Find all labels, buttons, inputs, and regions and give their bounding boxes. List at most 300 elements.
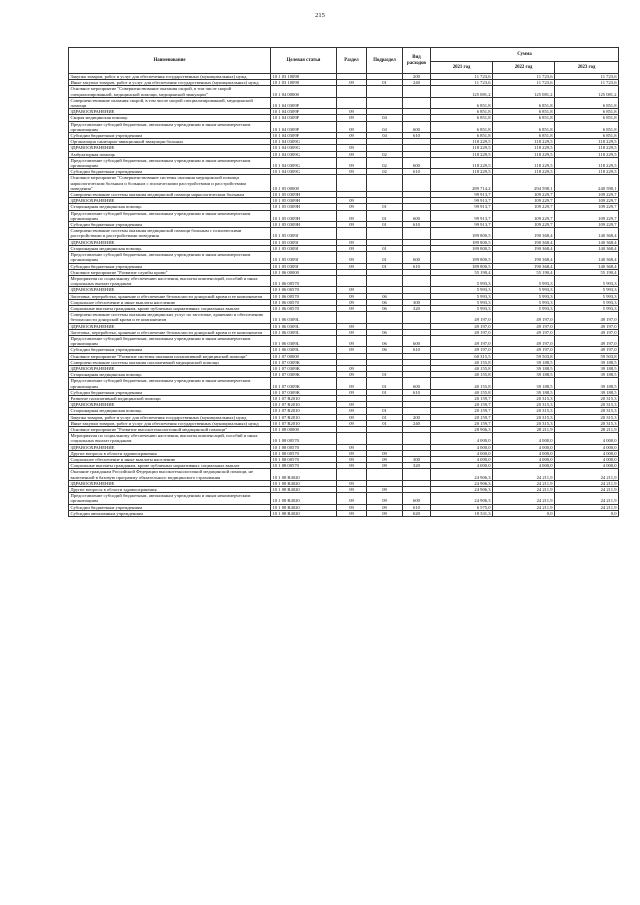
cell-2021: 20 159,7 (431, 414, 493, 420)
cell-2021: 289 714,2 (431, 175, 493, 192)
cell-name: Социальное обеспечение и иные выплаты населению (69, 457, 271, 463)
cell-name: Предоставление субсидий бюджетным, автономным учреждениям и иным некоммерческим организациям (69, 121, 271, 132)
cell-2021: 6 851,8 (431, 109, 493, 115)
cell-section: 09 (337, 420, 367, 426)
cell-type: 300 (403, 457, 431, 463)
cell-2021: 99 913,7 (431, 192, 493, 198)
cell-2023: 39 188,5 (555, 359, 619, 365)
cell-2022: 28 211,9 (493, 426, 555, 432)
cell-target: 10 1 07 R2010 (271, 414, 337, 420)
cell-2022: 49 197,0 (493, 323, 555, 329)
cell-name: Стационарная медицинская помощь (69, 372, 271, 378)
cell-name: Заготовка, переработка, хранение и обеспечение безопасности донорской крови и ее компонентов (69, 293, 271, 299)
cell-target: 10 1 08 R4020 (271, 504, 337, 510)
cell-target: 10 1 05 0309H (271, 198, 337, 204)
cell-2022: 118 229,5 (493, 169, 555, 175)
cell-target: 10 1 05 00000 (271, 175, 337, 192)
cell-2022: 20 315,3 (493, 402, 555, 408)
cell-target: 10 1 04 0309F (271, 97, 337, 108)
cell-type: 600 (403, 335, 431, 346)
cell-subsection (367, 86, 403, 97)
cell-2023: 11 723,6 (555, 80, 619, 86)
cell-2021: 40 155,8 (431, 365, 493, 371)
cell-2022: 59 503,8 (493, 353, 555, 359)
cell-subsection: 01 (367, 372, 403, 378)
cell-section: 09 (337, 347, 367, 353)
cell-2021: 125 081,2 (431, 86, 493, 97)
cell-type: 320 (403, 305, 431, 311)
cell-2023: 140 368,4 (555, 252, 619, 263)
cell-target: 10 1 07 0309K (271, 389, 337, 395)
cell-target: 10 1 06 00570 (271, 287, 337, 293)
cell-2023: 118 229,5 (555, 169, 619, 175)
cell-section (337, 469, 367, 480)
cell-section (337, 228, 367, 239)
cell-name: Предоставление субсидий бюджетным, автономным учреждениям и иным некоммерческим организациям (69, 157, 271, 168)
cell-2021: 40 155,8 (431, 372, 493, 378)
cell-type: 610 (403, 133, 431, 139)
cell-type: 600 (403, 157, 431, 168)
cell-target: 10 1 08 R4020 (271, 487, 337, 493)
header-year-2021: 2021 год (431, 62, 493, 74)
cell-2021: 18 331,3 (431, 510, 493, 516)
cell-2023: 0,0 (555, 510, 619, 516)
cell-2021: 6 575,0 (431, 504, 493, 510)
cell-2021: 118 229,5 (431, 145, 493, 151)
cell-2021: 40 155,8 (431, 378, 493, 389)
cell-type: 240 (403, 420, 431, 426)
cell-target: 10 1 05 0309J (271, 252, 337, 263)
cell-2022: 294 598,1 (493, 175, 555, 192)
cell-section: 09 (337, 151, 367, 157)
cell-2022: 6 851,8 (493, 121, 555, 132)
cell-2023: 39 188,5 (555, 372, 619, 378)
cell-name: Основное мероприятие "Совершенствование оказания скорой, в том числе скорой специализированной, медицинской помощи, медицинской эвакуации" (69, 86, 271, 97)
cell-2022: 109 229,7 (493, 198, 555, 204)
cell-section (337, 433, 367, 444)
cell-target: 10 1 07 R2010 (271, 395, 337, 401)
cell-name: Совершенствование системы оказания медицинской помощи наркологическим больным (69, 192, 271, 198)
table-row (69, 97, 619, 108)
cell-subsection: 01 (367, 210, 403, 221)
cell-type: 610 (403, 504, 431, 510)
cell-2023: 24 211,9 (555, 493, 619, 504)
cell-2022: 0,0 (493, 510, 555, 516)
cell-2022: 109 229,7 (493, 192, 555, 198)
cell-2021: 99 913,7 (431, 198, 493, 204)
cell-2021: 118 229,5 (431, 151, 493, 157)
cell-2022: 49 197,0 (493, 312, 555, 323)
cell-name: Предоставление субсидий бюджетным, автономным учреждениям и иным некоммерческим организациям (69, 335, 271, 346)
cell-2023: 4 000,0 (555, 457, 619, 463)
cell-name: Организация санитарно-авиационной эвакуации больных (69, 139, 271, 145)
cell-name: Другие вопросы в области здравоохранения (69, 487, 271, 493)
header-type: Вид расходов (403, 48, 431, 74)
cell-name: Субсидии автономным учреждениям (69, 510, 271, 516)
cell-2022: 39 188,5 (493, 389, 555, 395)
cell-section: 09 (337, 329, 367, 335)
cell-name: Амбулаторная помощь (69, 151, 271, 157)
table-row (69, 86, 619, 97)
cell-name: Закупка товаров, работ и услуг для обеспечения государственных (муниципальных) нужд (69, 74, 271, 80)
cell-2021: 24 906,3 (431, 487, 493, 493)
cell-section: 09 (337, 80, 367, 86)
cell-target: 10 1 06 00000 (271, 269, 337, 275)
cell-target: 10 1 08 00570 (271, 433, 337, 444)
cell-name: Скорая медицинская помощь (69, 115, 271, 121)
cell-name: Субсидии бюджетным учреждениям (69, 169, 271, 175)
cell-section: 09 (337, 402, 367, 408)
cell-2022: 20 315,3 (493, 395, 555, 401)
cell-2022: 6 851,8 (493, 133, 555, 139)
cell-2023: 118 229,5 (555, 151, 619, 157)
cell-name: Основное мероприятие "Развитие службы крови" (69, 269, 271, 275)
cell-subsection: 01 (367, 204, 403, 210)
cell-target: 10 1 07 R2010 (271, 408, 337, 414)
cell-subsection: 09 (367, 487, 403, 493)
cell-target: 10 1 05 0309J (271, 239, 337, 245)
cell-2022: 190 368,4 (493, 245, 555, 251)
cell-target: 10 1 08 00570 (271, 457, 337, 463)
cell-target: 10 1 06 0309L (271, 335, 337, 346)
cell-section: 09 (337, 414, 367, 420)
cell-2022: 4 000,0 (493, 463, 555, 469)
cell-2023: 5 993,3 (555, 287, 619, 293)
cell-subsection (367, 175, 403, 192)
cell-section: 09 (337, 487, 367, 493)
cell-2022: 20 315,3 (493, 414, 555, 420)
cell-name: Заготовка, переработка, хранение и обеспечение безопасности донорской крови и ее компонентов (69, 329, 271, 335)
cell-target: 10 1 04 0309G (271, 139, 337, 145)
cell-2022: 39 188,5 (493, 365, 555, 371)
cell-target: 10 1 03 10098 (271, 74, 337, 80)
cell-subsection: 02 (367, 151, 403, 157)
cell-2021: 4 000,0 (431, 463, 493, 469)
cell-subsection: 06 (367, 293, 403, 299)
cell-section: 09 (337, 204, 367, 210)
cell-subsection: 02 (367, 169, 403, 175)
cell-subsection: 06 (367, 335, 403, 346)
cell-section: 09 (337, 493, 367, 504)
cell-2021: 5 993,3 (431, 293, 493, 299)
cell-2023: 49 197,0 (555, 335, 619, 346)
cell-target: 10 1 05 0309H (271, 222, 337, 228)
cell-name: ЗДРАВООХРАНЕНИЕ (69, 365, 271, 371)
cell-target: 10 1 07 R2010 (271, 420, 337, 426)
cell-target: 10 1 06 0309L (271, 312, 337, 323)
cell-target: 10 1 04 00000 (271, 86, 337, 97)
cell-section: 09 (337, 239, 367, 245)
cell-2023: 6 851,8 (555, 109, 619, 115)
cell-type: 610 (403, 263, 431, 269)
cell-type: 240 (403, 80, 431, 86)
cell-2023: 55 190,4 (555, 269, 619, 275)
cell-name: Основное мероприятие "Совершенствование системы оказания медицинской помощи наркологическим больным и больным с психическими расстройствами и расстройствами поведения" (69, 175, 271, 192)
cell-name: Стационарная медицинская помощь (69, 245, 271, 251)
header-year-2023: 2023 год (555, 62, 619, 74)
cell-2023: 5 993,3 (555, 275, 619, 286)
cell-2022: 49 197,0 (493, 347, 555, 353)
cell-2022: 5 993,3 (493, 293, 555, 299)
cell-2021: 189 800,5 (431, 228, 493, 239)
cell-subsection: 01 (367, 263, 403, 269)
cell-section: 09 (337, 450, 367, 456)
cell-subsection: 01 (367, 222, 403, 228)
cell-2021: 49 197,0 (431, 335, 493, 346)
cell-target: 10 1 07 0309K (271, 365, 337, 371)
cell-2023: 20 315,3 (555, 420, 619, 426)
cell-2023: 6 851,8 (555, 97, 619, 108)
cell-name: Другие вопросы в области здравоохранения (69, 450, 271, 456)
cell-section: 09 (337, 109, 367, 115)
cell-2021: 20 159,7 (431, 420, 493, 426)
cell-section: 09 (337, 169, 367, 175)
cell-2022: 20 315,3 (493, 408, 555, 414)
cell-2022: 5 993,3 (493, 299, 555, 305)
cell-2021: 99 913,7 (431, 210, 493, 221)
cell-subsection: 09 (367, 504, 403, 510)
cell-2023: 140 368,4 (555, 239, 619, 245)
cell-name: Предоставление субсидий бюджетным, автономным учреждениям и иным некоммерческим организациям (69, 493, 271, 504)
cell-2022: 5 993,3 (493, 275, 555, 286)
cell-2022: 4 000,0 (493, 450, 555, 456)
cell-name: ЗДРАВООХРАНЕНИЕ (69, 444, 271, 450)
cell-name: Субсидии бюджетным учреждениям (69, 222, 271, 228)
cell-type: 200 (403, 414, 431, 420)
header-sum: Сумма (431, 48, 619, 62)
cell-name: ЗДРАВООХРАНЕНИЕ (69, 145, 271, 151)
table-row (69, 210, 619, 221)
cell-type (403, 228, 431, 239)
cell-subsection: 01 (367, 389, 403, 395)
cell-subsection: 09 (367, 463, 403, 469)
cell-2021: 5 993,3 (431, 275, 493, 286)
table-header (69, 48, 619, 74)
cell-type (403, 312, 431, 323)
cell-target: 10 1 05 0309J (271, 228, 337, 239)
cell-name: Основное мероприятие "Развитие высокотехнологичной медицинской помощи" (69, 426, 271, 432)
cell-2023: 24 211,9 (555, 469, 619, 480)
cell-target: 10 1 04 0309G (271, 157, 337, 168)
cell-name: ЗДРАВООХРАНЕНИЕ (69, 402, 271, 408)
cell-name: Субсидии бюджетным учреждениям (69, 347, 271, 353)
cell-2022: 5 993,3 (493, 305, 555, 311)
cell-type: 610 (403, 347, 431, 353)
cell-type: 610 (403, 222, 431, 228)
cell-2022: 49 197,0 (493, 335, 555, 346)
cell-section: 09 (337, 245, 367, 251)
cell-section (337, 175, 367, 192)
cell-subsection (367, 275, 403, 286)
cell-target: 10 1 08 R4020 (271, 510, 337, 516)
cell-2023: 20 315,3 (555, 402, 619, 408)
cell-section: 09 (337, 157, 367, 168)
cell-name: Предоставление субсидий бюджетным, автономным учреждениям и иным некоммерческим организациям (69, 210, 271, 221)
cell-name: Закупка товаров, работ и услуг для обеспечения государственных (муниципальных) нужд (69, 414, 271, 420)
cell-name: Основное мероприятие "Развитие системы оказания паллиативной медицинской помощи" (69, 353, 271, 359)
cell-name: ЗДРАВООХРАНЕНИЕ (69, 109, 271, 115)
cell-name: Совершенствование системы оказания медицинской помощи больным с психическими расстройствами и расстройствами поведения (69, 228, 271, 239)
cell-2022: 39 188,5 (493, 378, 555, 389)
cell-subsection (367, 228, 403, 239)
cell-2023: 6 851,8 (555, 133, 619, 139)
cell-2021: 20 159,7 (431, 402, 493, 408)
cell-subsection: 06 (367, 305, 403, 311)
cell-2022: 49 197,0 (493, 329, 555, 335)
cell-2023: 11 723,6 (555, 74, 619, 80)
cell-2023: 109 229,7 (555, 192, 619, 198)
table-row (69, 252, 619, 263)
cell-2022: 39 188,5 (493, 372, 555, 378)
cell-target: 10 1 05 0309H (271, 192, 337, 198)
cell-target: 10 1 08 00570 (271, 444, 337, 450)
cell-2023: 20 315,3 (555, 395, 619, 401)
cell-2022: 11 723,6 (493, 80, 555, 86)
cell-target: 10 1 06 00570 (271, 305, 337, 311)
cell-2022: 118 229,5 (493, 157, 555, 168)
cell-subsection: 01 (367, 245, 403, 251)
cell-2021: 20 159,7 (431, 408, 493, 414)
cell-target: 10 1 06 00570 (271, 293, 337, 299)
cell-type: 600 (403, 121, 431, 132)
table-row (69, 228, 619, 239)
cell-target: 10 1 05 0309H (271, 210, 337, 221)
cell-2021: 24 906,3 (431, 469, 493, 480)
cell-2023: 5 993,3 (555, 293, 619, 299)
cell-type: 610 (403, 389, 431, 395)
cell-2021: 60 315,5 (431, 353, 493, 359)
cell-target: 10 1 06 0309L (271, 323, 337, 329)
header-subsection: Подраздел (367, 48, 403, 74)
cell-section: 09 (337, 444, 367, 450)
cell-2022: 190 368,4 (493, 228, 555, 239)
cell-subsection: 09 (367, 450, 403, 456)
cell-2021: 24 906,3 (431, 480, 493, 486)
cell-target: 10 1 06 00570 (271, 275, 337, 286)
cell-2021: 189 800,5 (431, 252, 493, 263)
cell-name: Стационарная медицинская помощь (69, 408, 271, 414)
cell-subsection: 06 (367, 299, 403, 305)
cell-target: 10 1 07 0309K (271, 359, 337, 365)
cell-name: ЗДРАВООХРАНЕНИЕ (69, 198, 271, 204)
cell-2022: 5 993,3 (493, 287, 555, 293)
cell-2021: 4 000,0 (431, 444, 493, 450)
cell-2021: 99 913,7 (431, 222, 493, 228)
cell-type: 620 (403, 510, 431, 516)
cell-2023: 109 229,7 (555, 204, 619, 210)
cell-2023: 4 000,0 (555, 450, 619, 456)
cell-target: 10 1 04 0309G (271, 145, 337, 151)
cell-type: 600 (403, 493, 431, 504)
cell-name: Субсидии бюджетным учреждениям (69, 133, 271, 139)
cell-2022: 125 081,2 (493, 86, 555, 97)
cell-2023: 125 081,2 (555, 86, 619, 97)
cell-target: 10 1 08 00000 (271, 426, 337, 432)
cell-2023: 24 211,9 (555, 487, 619, 493)
cell-subsection: 04 (367, 115, 403, 121)
cell-subsection: 01 (367, 252, 403, 263)
cell-subsection: 02 (367, 157, 403, 168)
cell-name: Совершенствование оказания скорой, в том числе скорой специализированной, медицинской помощи (69, 97, 271, 108)
cell-section: 09 (337, 457, 367, 463)
cell-2023: 6 851,8 (555, 115, 619, 121)
cell-2023: 109 229,7 (555, 210, 619, 221)
cell-2023: 4 000,0 (555, 444, 619, 450)
cell-type: 600 (403, 252, 431, 263)
cell-target: 10 1 04 0309F (271, 109, 337, 115)
cell-section: 09 (337, 121, 367, 132)
cell-section: 09 (337, 378, 367, 389)
cell-name: Иные закупки товаров, работ и услуг для обеспечения государственных (муниципальных) нужд (69, 80, 271, 86)
cell-2021: 189 800,5 (431, 245, 493, 251)
cell-2021: 118 229,5 (431, 169, 493, 175)
cell-name: Субсидии бюджетным учреждениям (69, 504, 271, 510)
cell-2021: 118 229,5 (431, 139, 493, 145)
cell-subsection (367, 433, 403, 444)
cell-subsection: 01 (367, 378, 403, 389)
cell-subsection: 01 (367, 80, 403, 86)
cell-name: Социальные выплаты гражданам, кроме публичных нормативных социальных выплат (69, 463, 271, 469)
cell-2023: 109 229,7 (555, 198, 619, 204)
cell-2022: 39 188,5 (493, 359, 555, 365)
cell-section: 09 (337, 389, 367, 395)
cell-2022: 118 229,5 (493, 151, 555, 157)
cell-2021: 28 906,3 (431, 426, 493, 432)
cell-name: Оказание гражданам Российской Федерации высокотехнологичной медицинской помощи, не включенной в базовую программу обязательного медицинского страхования (69, 469, 271, 480)
cell-subsection: 09 (367, 510, 403, 516)
cell-2023: 118 229,5 (555, 139, 619, 145)
cell-target: 10 1 07 0309K (271, 372, 337, 378)
cell-2023: 49 197,0 (555, 347, 619, 353)
cell-2021: 49 197,0 (431, 347, 493, 353)
cell-2023: 6 851,8 (555, 121, 619, 132)
cell-2023: 39 188,5 (555, 365, 619, 371)
cell-section: 09 (337, 305, 367, 311)
cell-2023: 49 197,0 (555, 323, 619, 329)
cell-2022: 24 211,9 (493, 469, 555, 480)
cell-2021: 11 723,6 (431, 80, 493, 86)
cell-2021: 55 190,4 (431, 269, 493, 275)
cell-2022: 4 000,0 (493, 433, 555, 444)
cell-target: 10 1 08 00570 (271, 463, 337, 469)
cell-target: 10 1 04 0309F (271, 133, 337, 139)
cell-2022: 109 229,7 (493, 222, 555, 228)
cell-section: 09 (337, 287, 367, 293)
table-row (69, 121, 619, 132)
cell-2023: 49 197,0 (555, 312, 619, 323)
cell-section (337, 97, 367, 108)
cell-name: Стационарная медицинская помощь (69, 204, 271, 210)
cell-section: 09 (337, 365, 367, 371)
cell-2021: 6 851,8 (431, 121, 493, 132)
cell-2022: 190 368,4 (493, 239, 555, 245)
cell-subsection: 01 (367, 408, 403, 414)
cell-type (403, 175, 431, 192)
cell-section: 09 (337, 510, 367, 516)
cell-section: 09 (337, 299, 367, 305)
cell-target: 10 1 08 00570 (271, 450, 337, 456)
cell-target: 10 1 04 0309G (271, 169, 337, 175)
cell-section (337, 312, 367, 323)
cell-section: 09 (337, 463, 367, 469)
cell-2023: 20 315,3 (555, 414, 619, 420)
cell-target: 10 1 04 0309F (271, 115, 337, 121)
cell-section: 09 (337, 252, 367, 263)
cell-name: ЗДРАВООХРАНЕНИЕ (69, 239, 271, 245)
cell-2022: 6 851,8 (493, 115, 555, 121)
cell-name: Социальные выплаты гражданам, кроме публичных нормативных социальных выплат (69, 305, 271, 311)
table-row (69, 493, 619, 504)
